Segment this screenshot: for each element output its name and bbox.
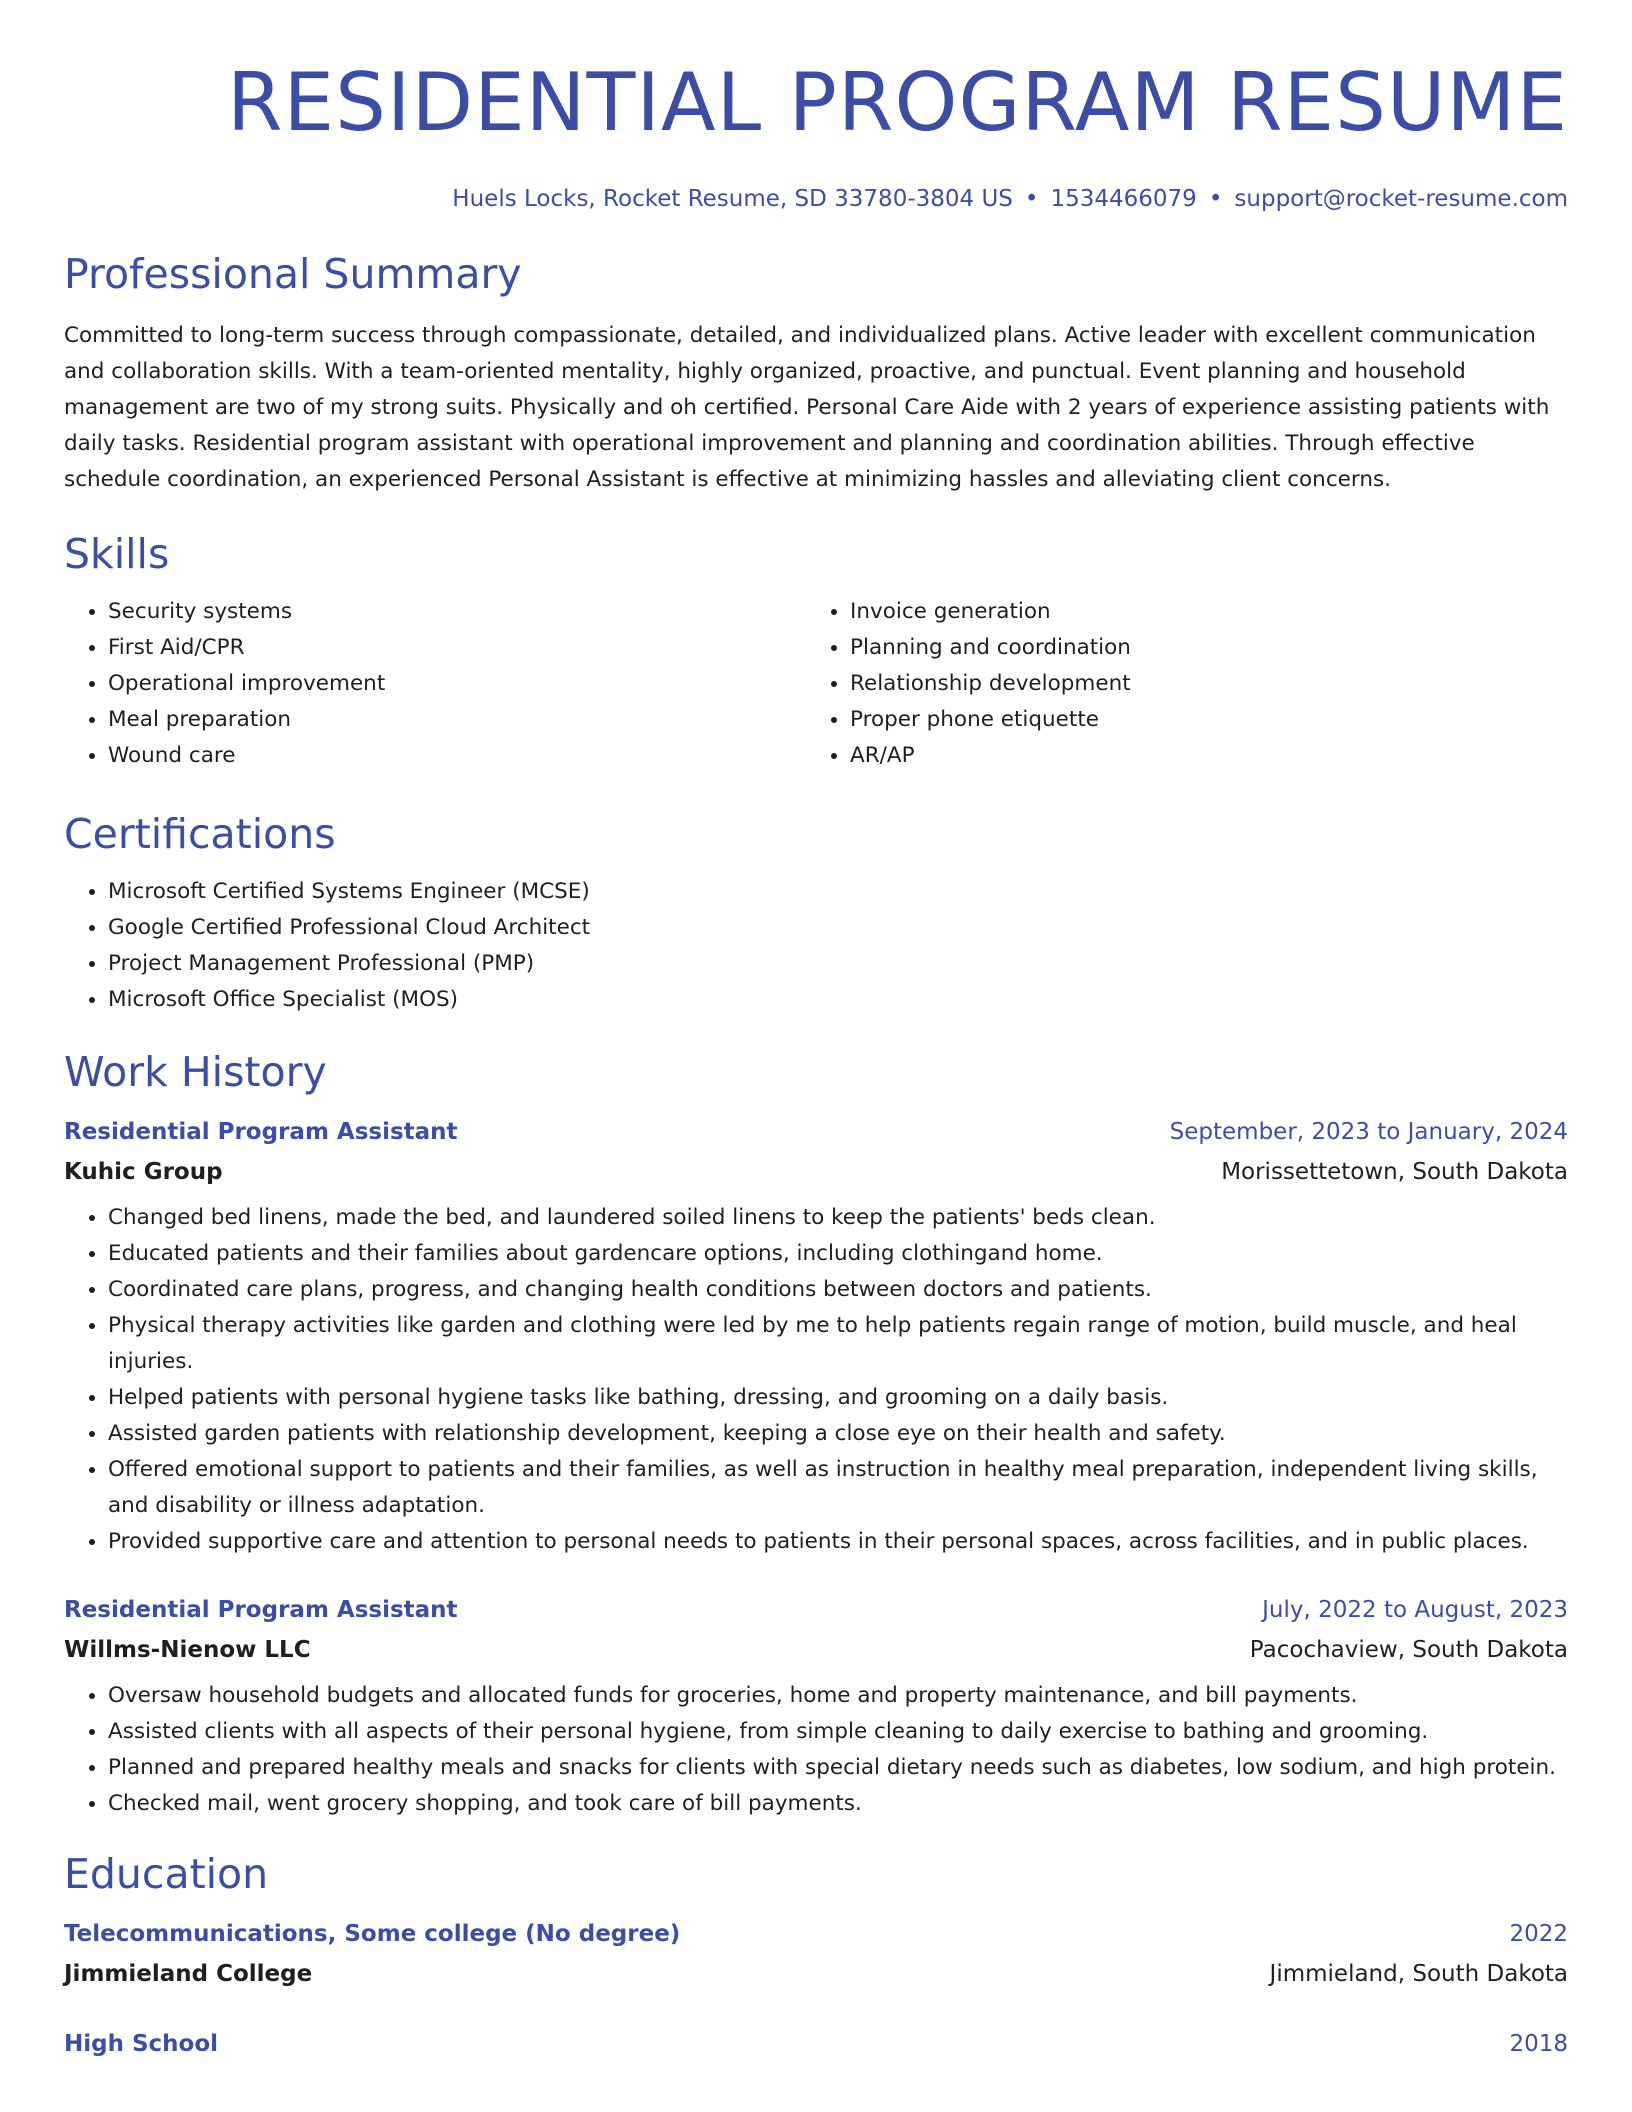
job-title: Residential Program Assistant	[64, 1119, 458, 1145]
job-location: Pacochaview, South Dakota	[1249, 1637, 1568, 1663]
job-duty: • Provided supportive care and attention to personal needs to patients in their personal spaces, across facilities, and in public places.	[108, 1524, 1568, 1560]
resume-title: RESIDENTIAL PROGRAM RESUME	[226, 56, 1568, 149]
contact-line	[64, 184, 1568, 214]
skill-item: • Planning and coordination	[850, 630, 1548, 666]
job-company: Kuhic Group	[64, 1159, 223, 1185]
contact-separator: •	[1208, 186, 1223, 212]
professional-summary-section	[64, 248, 1568, 498]
certification-item: • Microsoft Office Specialist (MOS)	[108, 982, 1568, 1018]
job-duty: • Physical therapy activities like garden and clothing were led by me to help patients regain range of motion, build muscle, and heal injuries.	[108, 1308, 1568, 1380]
section-title-summary: Professional Summary	[64, 250, 522, 298]
skill-item: • Invoice generation	[850, 594, 1548, 630]
summary-text: Committed to long-term success through compassionate, detailed, and individualized plans. Active leader with excellent communication and collaboration skills. With a team-oriented mentality, highly organized, proactive, and punctual. Event planning and household management are two of my strong suits. Physically and oh certified. Personal Care Aide with 2 years of experience assisting patients with daily tasks. Residential program assistant with operational improvement and planning and coordination abilities. Through effective schedule coordination, an experienced Personal Assistant is effective at minimizing hassles and alleviating client concerns.	[64, 323, 1550, 492]
education-school-row	[64, 1954, 1568, 1994]
education-header-row	[64, 1914, 1568, 1954]
skills-grid	[64, 594, 1568, 774]
job-header-row	[64, 1112, 1568, 1152]
job-duty: • Oversaw household budgets and allocated funds for groceries, home and property maintenance, and bill payments.	[108, 1678, 1568, 1714]
job-dates: September, 2023 to January, 2024	[1169, 1119, 1568, 1145]
job-entry	[64, 1590, 1568, 1822]
section-title-certifications: Certifications	[64, 810, 336, 858]
education-year: 2022	[1509, 1921, 1568, 1947]
contact-phone: 1534466079	[1050, 186, 1197, 212]
job-duty: • Planned and prepared healthy meals and snacks for clients with special dietary needs such as diabetes, low sodium, and high protein.	[108, 1750, 1568, 1786]
job-duty: • Helped patients with personal hygiene tasks like bathing, dressing, and grooming on a daily basis.	[108, 1380, 1568, 1416]
contact-address: Huels Locks, Rocket Resume, SD 33780-3804 US	[452, 186, 1013, 212]
work-history-section	[64, 1046, 1568, 1822]
skill-item: • Wound care	[108, 738, 806, 774]
skill-item: • Relationship development	[850, 666, 1548, 702]
certification-item: • Google Certified Professional Cloud Architect	[108, 910, 1568, 946]
certification-item: • Microsoft Certified Systems Engineer (MCSE)	[108, 874, 1568, 910]
job-duties-list	[64, 1678, 1568, 1822]
skill-item: • Proper phone etiquette	[850, 702, 1548, 738]
job-duty: • Educated patients and their families about gardencare options, including clothingand home.	[108, 1236, 1568, 1272]
education-header-row	[64, 2024, 1568, 2064]
certifications-section	[64, 808, 1568, 1018]
education-degree: Telecommunications, Some college (No degree)	[64, 1921, 681, 1947]
section-title-education: Education	[64, 1850, 269, 1898]
education-location: Jimmieland, South Dakota	[1269, 1961, 1568, 1987]
job-company: Willms-Nienow LLC	[64, 1637, 311, 1663]
education-year: 2018	[1509, 2031, 1568, 2057]
job-duty: • Offered emotional support to patients and their families, as well as instruction in healthy meal preparation, independent living skills, and disability or illness adaptation.	[108, 1452, 1568, 1524]
skills-list-left	[64, 594, 806, 774]
contact-separator: •	[1024, 186, 1039, 212]
skill-item: • Security systems	[108, 594, 806, 630]
job-duty: • Checked mail, went grocery shopping, and took care of bill payments.	[108, 1786, 1568, 1822]
job-entry	[64, 1112, 1568, 1560]
job-location: Morissettetown, South Dakota	[1221, 1159, 1568, 1185]
skills-list-right	[806, 594, 1548, 774]
skills-section	[64, 528, 1568, 774]
job-duty: • Coordinated care plans, progress, and changing health conditions between doctors and patients.	[108, 1272, 1568, 1308]
contact-email: support@rocket-resume.com	[1234, 186, 1568, 212]
job-duty: • Assisted garden patients with relationship development, keeping a close eye on their health and safety.	[108, 1416, 1568, 1452]
education-degree: High School	[64, 2031, 219, 2057]
education-section	[64, 1848, 1568, 2064]
skill-item: • Meal preparation	[108, 702, 806, 738]
job-duties-list	[64, 1200, 1568, 1560]
skills-column-left	[64, 594, 806, 774]
job-header-row	[64, 1590, 1568, 1630]
job-company-row	[64, 1630, 1568, 1670]
resume-header	[64, 48, 1568, 214]
job-title: Residential Program Assistant	[64, 1597, 458, 1623]
job-company-row	[64, 1152, 1568, 1192]
education-entry	[64, 1914, 1568, 1994]
education-school: Jimmieland College	[64, 1961, 313, 1987]
skill-item: • Operational improvement	[108, 666, 806, 702]
job-dates: July, 2022 to August, 2023	[1262, 1597, 1568, 1623]
education-entry	[64, 2024, 1568, 2064]
skills-column-right	[806, 594, 1548, 774]
job-duty: • Changed bed linens, made the bed, and laundered soiled linens to keep the patients' beds clean.	[108, 1200, 1568, 1236]
skill-item: • First Aid/CPR	[108, 630, 806, 666]
section-title-skills: Skills	[64, 530, 170, 578]
section-title-work: Work History	[64, 1048, 327, 1096]
skill-item: • AR/AP	[850, 738, 1548, 774]
job-duty: • Assisted clients with all aspects of their personal hygiene, from simple cleaning to daily exercise to bathing and grooming.	[108, 1714, 1568, 1750]
certification-item: • Project Management Professional (PMP)	[108, 946, 1568, 982]
certifications-list	[64, 874, 1568, 1018]
